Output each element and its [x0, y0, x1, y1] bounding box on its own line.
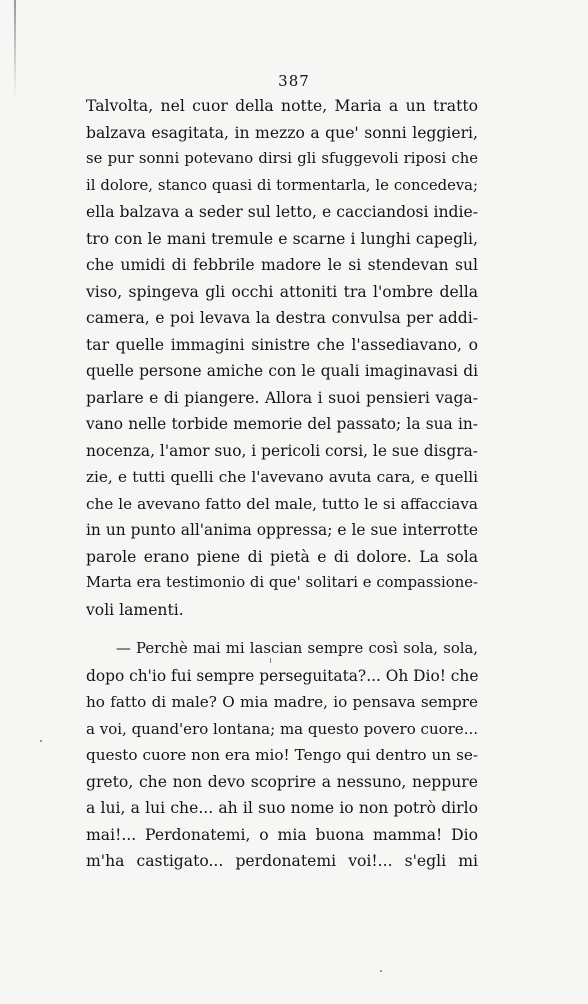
text-line: il dolore, stanco quasi di tormentarla, le concedeva;: [86, 176, 478, 194]
paper-speck: [270, 658, 271, 663]
text-line: a voi, quand'ero lontana; ma questo povero cuore...: [86, 719, 478, 738]
text-line: zie, e tutti quelli che l'avevano avuta cara, e quelli: [86, 468, 478, 486]
paper-speck: [380, 970, 382, 972]
text-line: tro con le mani tremule e scarne i lunghi capegli,: [86, 229, 478, 248]
text-line: nocenza, l'amor suo, i pericoli corsi, le sue disgra-: [86, 441, 478, 460]
text-line: se pur sonni potevano dirsi gli sfuggevoli riposi che: [86, 150, 478, 167]
page-number: 387: [278, 72, 310, 90]
text-line: mai!... Perdonatemi, o mia buona mamma! Dio: [86, 825, 478, 844]
text-line: che umidi di febbrile madore le si stendevan sul: [86, 256, 478, 274]
text-line: Marta era testimonio di que' solitari e compassione-: [86, 574, 478, 591]
text-line: tar quelle immagini sinistre che l'assediavano, o: [86, 335, 478, 354]
text-line: balzava esagitata, in mezzo a que' sonni leggieri,: [86, 123, 478, 142]
text-line: — Perchè mai mi lascian sempre così sola, sola,: [116, 640, 478, 657]
text-line: quelle persone amiche con le quali imaginavasi di: [86, 362, 478, 380]
text-line: dopo ch'io fui sempre perseguitata?... Oh Dio! che: [86, 666, 478, 685]
text-line: Talvolta, nel cuor della notte, Maria a un tratto: [86, 97, 478, 115]
paper-speck: [40, 740, 42, 742]
text-line: viso, spingeva gli occhi attoniti tra l'ombre della: [86, 282, 478, 301]
text-line: vano nelle torbide memorie del passato; la sua in-: [86, 415, 478, 433]
text-line: parlare e di piangere. Allora i suoi pensieri vaga-: [86, 388, 478, 407]
paragraph-dialogue: [86, 636, 478, 875]
text-line: greto, che non devo scoprire a nessuno, neppure: [86, 772, 478, 791]
paragraph-narration: [86, 93, 478, 623]
text-line: ho fatto di male? O mia madre, io pensava sempre: [86, 693, 478, 711]
text-line: voli lamenti.: [86, 600, 184, 619]
text-line: ella balzava a seder sul letto, e cacciandosi indie-: [86, 203, 478, 221]
text-line: camera, e poi levava la destra convulsa per addi-: [86, 309, 478, 327]
text-line: che le avevano fatto del male, tutto le si affacciava: [86, 494, 478, 513]
text-line: m'ha castigato... perdonatemi voi!... s'egli mi: [86, 852, 478, 870]
text-line: questo cuore non era mio! Tengo qui dentro un se-: [86, 746, 478, 764]
text-line: in un punto all'anima oppressa; e le sue interrotte: [86, 521, 478, 539]
text-line: parole erano piene di pietà e di dolore. La sola: [86, 547, 478, 566]
text-line: a lui, a lui che... ah il suo nome io non potrò dirlo: [86, 799, 478, 817]
